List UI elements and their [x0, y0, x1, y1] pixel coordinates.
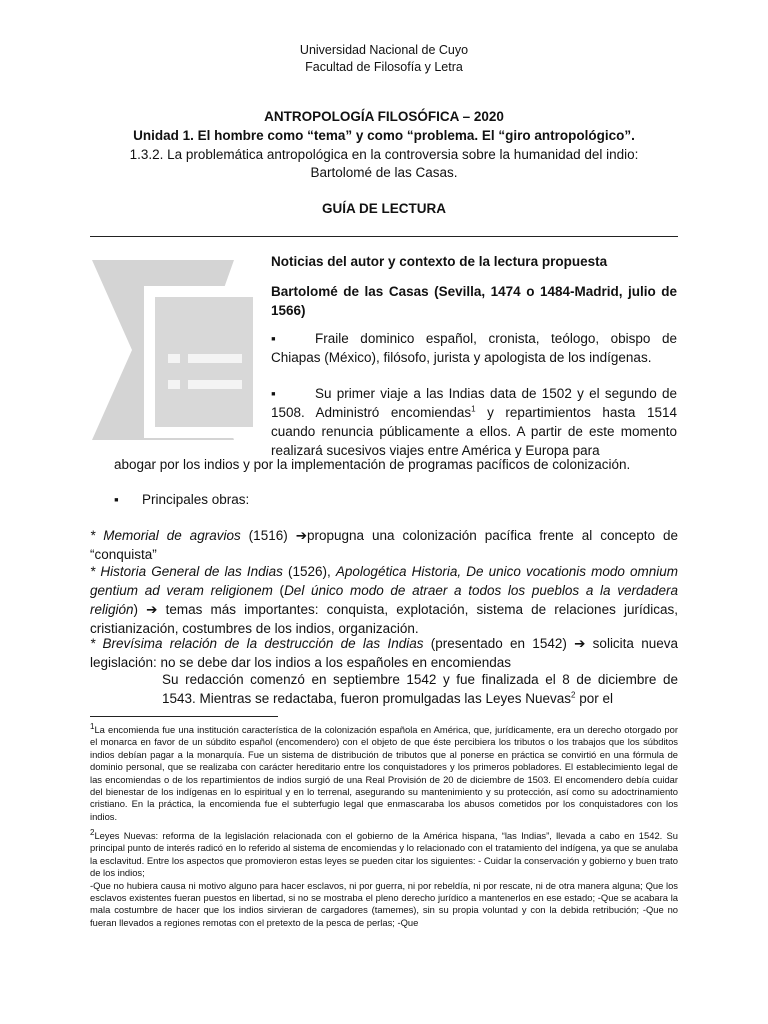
work-desc-1: propugna una colonización pacífica frente al concepto de “conquista”: [90, 528, 679, 562]
header-divider: [90, 236, 678, 237]
work-title-2b: Apologética Historia, De unico vocationis modo omnium gentium ad veram religionem: [90, 564, 678, 598]
works-label-row: [114, 490, 678, 509]
footnote-1-mark: 1: [90, 721, 95, 731]
author-line: Bartolomé de las Casas (Sevilla, 1474 o 1484-Madrid, julio de 1566): [271, 284, 677, 318]
bullet-item-1: [271, 329, 677, 367]
university-name: Universidad Nacional de Cuyo: [299, 43, 469, 57]
bullet-icon: ▪: [114, 492, 119, 507]
bullet-text-2c: abogar por los indios y por la implementación de programas pacíficos de colonización.: [114, 457, 631, 472]
footnote-1-text: La encomienda fue una institución característica de la colonización española en América, que, jurídicamente, era un derecho otorgado por el monarca en favor de un súbdito español (encomendero) con el objeto de que éste percibiera los tributos o los trabajos que los súbditos indios debían pagar a la monarquía. Fue un sistema de distribución de tributos que al ponerse en práctica se convirtió en una fórmula de dominio personal, que se realizaba con carácter hereditario entre los conquistadores y los primeros pobladores. El establecimiento legal de las encomiendas o de los repartimientos de indios surgió de una Real Provisión de 20 de diciembre de 1503. El encomendero debía cuidar del bienestar de los indígenas en lo espiritual y en lo terrenal, asegurando su mantenimiento y su protección, así como su adoctrinamiento cristiano. En la práctica, la encomienda fue el subterfugio legal que enmascaraba los abusos cometidos por los conquistadores con los indios.: [90, 724, 678, 822]
footnote-ref-2[interactable]: 2: [571, 690, 576, 700]
work-item-1: [90, 526, 678, 564]
paren-open: (: [272, 583, 285, 598]
footnote-ref-1[interactable]: 1: [471, 404, 476, 414]
course-title: ANTROPOLOGÍA FILOSÓFICA – 2020: [264, 109, 504, 124]
work-desc-3: solicita nueva legislación: no se debe dar los indios a los españoles en encomiendas: [90, 636, 678, 670]
works-label: Principales obras:: [142, 492, 250, 507]
work-3-continuation: [162, 670, 678, 708]
unit-title: Unidad 1. El hombre como “tema” y como “problema. El “giro antropológico”.: [133, 128, 635, 143]
work-year-3: (presentado en 1542): [423, 636, 575, 651]
work-3-cont-text: Su redacción comenzó en septiembre 1542 y fue finalizada el 8 de diciembre de 1543. Mientras se redactaba, fueron promulgadas las Leyes Nuevas: [162, 672, 678, 706]
document-list-icon: [92, 258, 264, 440]
bullet-item-2: [271, 384, 677, 460]
work-title-2: * Historia General de las Indias: [90, 564, 283, 579]
topic-line-2: Bartolomé de las Casas.: [310, 165, 458, 180]
work-title-3: * Brevísima relación de la destrucción de las Indias: [90, 636, 424, 651]
work-title-2c: Del único modo de atraer a todos los pueblos a la verdadera religión: [90, 583, 678, 617]
footnote-2-text-b: -Que no hubiera causa ni motivo alguno para hacer esclavos, ni por guerra, ni por rebeldía, ni por rescate, ni de otra manera alguna; Que los esclavos existentes fueran puestos en libertad, si no se mostraba el pleno derecho jurídico a mantenerlos en ese estado; -Que se acabara la mala costumbre de hacer que los indios sirvieran de cargadores (tamemes), sin su propia voluntad y con la debida retribución; -Que no fueran llevados a regiones remotas con el pretexto de la pesca de perlas; -Que: [90, 879, 678, 928]
footnote-2-mark: 2: [90, 827, 95, 837]
bullet-text-1: Fraile dominico español, cronista, teólogo, obispo de Chiapas (México), filósofo, jurista y apologista de los indígenas.: [271, 331, 677, 365]
footnote-2: [90, 827, 678, 929]
work-3-cont-tail: por el: [575, 691, 613, 706]
bullet-icon: ▪: [271, 331, 276, 346]
work-item-3: [90, 634, 678, 672]
bullet-text-2b: y repartimientos hasta 1514 cuando renuncia públicamente a ellos. A partir de este momento realizará sucesivos viajes entre América y Europa para: [271, 405, 677, 458]
bullet-text-2a: Su primer viaje a las Indias data de 1502 y el segundo de 1508. Administró encomiendas: [271, 386, 677, 420]
guide-title: GUÍA DE LECTURA: [322, 201, 446, 216]
bullet-icon: ▪: [271, 386, 276, 401]
footnote-2-text-a: Leyes Nuevas: reforma de la legislación relacionada con el gobierno de la América hispana, “las Indias”, llevada a cabo en 1542. Su principal punto de interés radicó en lo referido al sistema de encomiendas y lo relacionado con el tratamiento del indígena, ya que se anulaba la esclavitud. Entre los aspectos que promovieron estas leyes se pueden citar los siguientes: - Cuidar la conservación y gobierno y buen trato de los indios;: [90, 830, 678, 879]
arrow-right-icon: ➔: [574, 636, 586, 651]
footnote-divider: [90, 716, 278, 717]
footnote-1: [90, 721, 678, 823]
work-desc-2: temas más importantes: conquista, explotación, sistema de relaciones jurídicas, cristianización, costumbres de los indios, organización.: [90, 602, 678, 636]
paren-close: ): [133, 602, 147, 617]
arrow-right-icon: ➔: [146, 602, 158, 617]
arrow-right-icon: ➔: [295, 528, 307, 543]
work-year-2: (1526),: [282, 564, 336, 579]
work-year-1: (1516): [240, 528, 296, 543]
work-item-2: [90, 562, 678, 638]
faculty-name: Facultad de Filosofía y Letra: [305, 60, 463, 74]
topic-line-1: 1.3.2. La problemática antropológica en la controversia sobre la humanidad del indio:: [129, 147, 639, 162]
work-title-1: * Memorial de agravios: [90, 528, 241, 543]
section-heading: Noticias del autor y contexto de la lectura propuesta: [271, 254, 608, 269]
